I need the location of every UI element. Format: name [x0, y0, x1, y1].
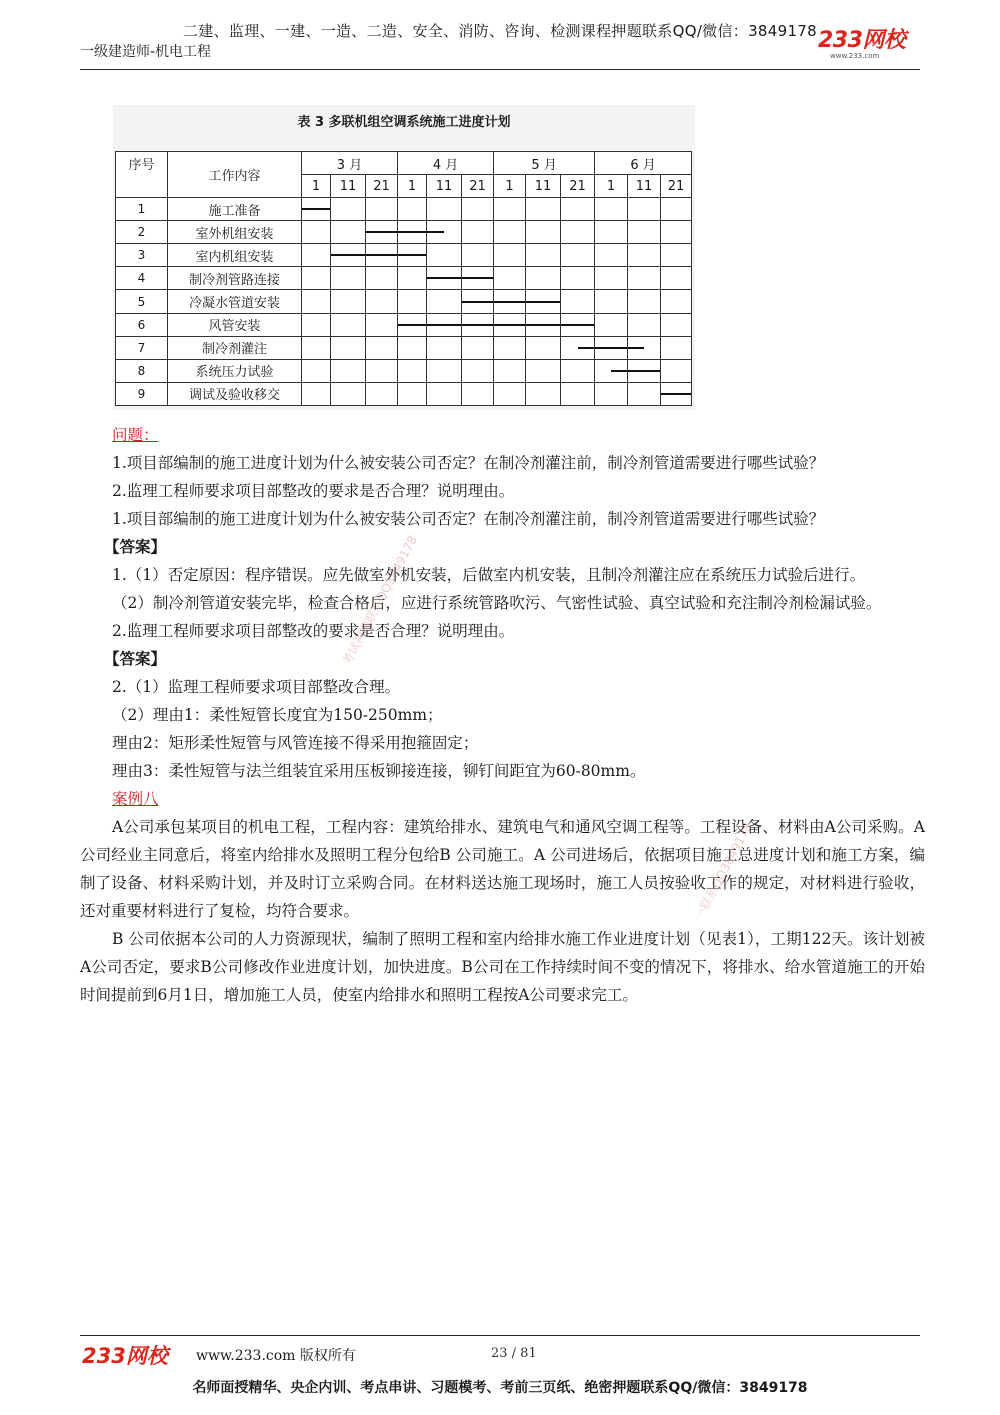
schedule-row — [116, 221, 692, 244]
footer-promo: 名师面授精华、央企内训、考点串讲、习题模考、考前三页纸、绝密押题联系QQ/微信：3849178 — [192, 1380, 808, 1396]
day-header: 11 — [427, 175, 462, 198]
header-no: 序号 — [116, 152, 168, 198]
header-divider — [80, 69, 920, 70]
row-task: 室内机组安装 — [168, 244, 302, 267]
time-cell — [628, 336, 661, 359]
time-cell — [366, 221, 398, 244]
time-cell — [462, 382, 494, 405]
schedule-bar — [398, 324, 426, 326]
schedule-row — [116, 198, 692, 221]
table-caption: 表 3 多联机组空调系统施工进度计划 — [297, 115, 511, 130]
question-1: 1.项目部编制的施工进度计划为什么被安装公司否定？在制冷剂灌注前，制冷剂管道需要进行哪些试验？ — [112, 454, 825, 472]
time-cell — [302, 198, 331, 221]
schedule-bar — [628, 370, 660, 372]
schedule-table — [115, 151, 692, 406]
time-cell — [398, 221, 427, 244]
time-cell — [595, 313, 628, 336]
time-cell — [561, 290, 595, 313]
footer-logo: 233网校 — [82, 1344, 168, 1368]
time-cell — [366, 290, 398, 313]
row-task: 风管安装 — [168, 313, 302, 336]
time-cell — [628, 290, 661, 313]
time-cell — [331, 359, 366, 382]
schedule-bar — [366, 254, 397, 256]
answer-1-part-1: 1.（1）否定原因：程序错误。应先做室外机安装，后做室内机安装，且制冷剂灌注应在系统压力试验后进行。 — [112, 566, 866, 584]
day-header: 21 — [366, 175, 398, 198]
question-2: 2.监理工程师要求项目部整改的要求是否合理？说明理由。 — [112, 482, 515, 500]
row-task: 系统压力试验 — [168, 359, 302, 382]
time-cell — [661, 382, 692, 405]
schedule-bar — [526, 301, 560, 303]
schedule-bar — [398, 231, 426, 233]
time-cell — [302, 221, 331, 244]
watermark-2: 一联系QQ3849178 — [691, 820, 755, 923]
row-number: 4 — [116, 267, 168, 290]
day-header: 11 — [628, 175, 661, 198]
row-number: 1 — [116, 198, 168, 221]
time-cell — [494, 221, 526, 244]
schedule-row — [116, 313, 692, 336]
time-cell — [302, 267, 331, 290]
row-task: 调试及验收移交 — [168, 382, 302, 405]
time-cell — [398, 267, 427, 290]
time-cell — [595, 359, 628, 382]
schedule-bar — [462, 324, 493, 326]
time-cell — [494, 244, 526, 267]
time-cell — [366, 267, 398, 290]
time-cell — [462, 244, 494, 267]
row-number: 3 — [116, 244, 168, 267]
time-cell — [595, 382, 628, 405]
time-cell — [462, 313, 494, 336]
case-heading: 案例八 — [112, 790, 159, 808]
day-header: 21 — [462, 175, 494, 198]
row-task: 制冷剂管路连接 — [168, 267, 302, 290]
time-cell — [366, 198, 398, 221]
time-cell — [427, 244, 462, 267]
time-cell — [366, 313, 398, 336]
time-cell — [494, 359, 526, 382]
time-cell — [462, 290, 494, 313]
questions-heading: 问题： — [112, 426, 159, 444]
day-header: 1 — [595, 175, 628, 198]
time-cell — [398, 382, 427, 405]
day-header: 1 — [398, 175, 427, 198]
time-cell — [661, 336, 692, 359]
time-cell — [628, 221, 661, 244]
header-month-3: 3 月 — [302, 152, 398, 175]
day-header: 11 — [331, 175, 366, 198]
time-cell — [661, 244, 692, 267]
time-cell — [561, 267, 595, 290]
time-cell — [398, 198, 427, 221]
answer-2-part-3: 理由2：矩形柔性短管与风管连接不得采用抱箍固定； — [112, 734, 479, 752]
answer-2-part-4: 理由3：柔性短管与法兰组装宜采用压板铆接连接，铆钉间距宜为60-80mm。 — [112, 762, 646, 780]
answer-2-part-2: （2）理由1：柔性短管长度宜为150-250mm； — [112, 706, 443, 724]
time-cell — [427, 198, 462, 221]
time-cell — [595, 267, 628, 290]
time-cell — [331, 244, 366, 267]
time-cell — [661, 221, 692, 244]
time-cell — [661, 313, 692, 336]
time-cell — [427, 336, 462, 359]
time-cell — [366, 336, 398, 359]
page-number: 23 / 81 — [491, 1346, 537, 1361]
time-cell — [462, 267, 494, 290]
time-cell — [302, 336, 331, 359]
footer-divider — [80, 1335, 920, 1336]
schedule-row — [116, 336, 692, 359]
time-cell — [366, 244, 398, 267]
schedule-bar — [427, 277, 461, 279]
time-cell — [398, 359, 427, 382]
schedule-row — [116, 267, 692, 290]
time-cell — [561, 359, 595, 382]
time-cell — [561, 221, 595, 244]
table-header-row — [116, 152, 692, 175]
time-cell — [302, 313, 331, 336]
header-task: 工作内容 — [168, 152, 302, 198]
time-cell — [494, 382, 526, 405]
time-cell — [628, 313, 661, 336]
time-cell — [561, 336, 595, 359]
schedule-row — [116, 359, 692, 382]
question-1-repeat: 1.项目部编制的施工进度计划为什么被安装公司否定？在制冷剂灌注前，制冷剂管道需要进行哪些试验？ — [112, 510, 825, 528]
time-cell — [628, 382, 661, 405]
schedule-bar — [595, 347, 627, 349]
schedule-bar — [494, 324, 525, 326]
schedule-bar — [462, 277, 493, 279]
schedule-row — [116, 290, 692, 313]
time-cell — [462, 359, 494, 382]
schedule-bar — [611, 370, 627, 372]
day-header: 1 — [302, 175, 331, 198]
time-cell — [494, 198, 526, 221]
row-task: 室外机组安装 — [168, 221, 302, 244]
time-cell — [366, 382, 398, 405]
row-task: 冷凝水管道安装 — [168, 290, 302, 313]
time-cell — [526, 336, 561, 359]
schedule-bar — [427, 324, 461, 326]
time-cell — [398, 313, 427, 336]
time-cell — [526, 313, 561, 336]
time-cell — [398, 336, 427, 359]
time-cell — [462, 336, 494, 359]
time-cell — [494, 336, 526, 359]
schedule-bar — [526, 324, 560, 326]
time-cell — [661, 359, 692, 382]
time-cell — [398, 244, 427, 267]
answer-2-part-1: 2.（1）监理工程师要求项目部整改合理。 — [112, 678, 401, 696]
schedule-bar — [494, 301, 525, 303]
schedule-row — [116, 244, 692, 267]
header-banner: 二建、监理、一建、一造、二造、安全、消防、咨询、检测课程押题联系QQ/微信：3849178 — [183, 22, 817, 40]
time-cell — [331, 198, 366, 221]
schedule-row — [116, 382, 692, 405]
time-cell — [561, 382, 595, 405]
schedule-bar — [427, 231, 444, 233]
row-task: 施工准备 — [168, 198, 302, 221]
schedule-bar — [578, 347, 595, 349]
footer-copyright: www.233.com 版权所有 — [196, 1348, 356, 1364]
time-cell — [427, 359, 462, 382]
time-cell — [302, 244, 331, 267]
time-cell — [595, 290, 628, 313]
time-cell — [526, 359, 561, 382]
document-body — [80, 421, 925, 1009]
time-cell — [526, 198, 561, 221]
answer-label-2: 【答案】 — [104, 649, 167, 668]
schedule-table-figure — [113, 105, 695, 410]
time-cell — [427, 313, 462, 336]
day-header: 1 — [494, 175, 526, 198]
time-cell — [526, 244, 561, 267]
header-month-5: 5 月 — [494, 152, 595, 175]
time-cell — [494, 290, 526, 313]
watermark-1: 考试押题联系QQ3849178 — [339, 533, 420, 668]
answer-label: 【答案】 — [104, 537, 167, 556]
schedule-bar — [398, 254, 426, 256]
time-cell — [398, 290, 427, 313]
schedule-bar — [302, 208, 330, 210]
row-number: 7 — [116, 336, 168, 359]
time-cell — [595, 336, 628, 359]
header-logo-url: www.233.com — [830, 52, 880, 60]
time-cell — [331, 336, 366, 359]
time-cell — [526, 267, 561, 290]
time-cell — [628, 244, 661, 267]
day-header: 21 — [561, 175, 595, 198]
time-cell — [628, 198, 661, 221]
case-paragraph-1: A公司承包某项目的机电工程，工程内容：建筑给排水、建筑电气和通风空调工程等。工程设备、材料由A公司采购。A公司经业主同意后，将室内给排水及照明工程分包给B 公司施工。A 公司进场后，依据项目施工总进度计划和施工方案，编制了设备、材料采购计划，并及时订立采购合同。在材料送达施工现场时，施工人员按验收工作的规定，对材料进行验收，还对重要材料进行了复检，均符合要求。 — [80, 818, 925, 920]
time-cell — [595, 221, 628, 244]
schedule-bar — [628, 347, 644, 349]
header-month-4: 4 月 — [398, 152, 494, 175]
day-header: 21 — [661, 175, 692, 198]
header-month-6: 6 月 — [595, 152, 692, 175]
time-cell — [595, 244, 628, 267]
header-logo — [818, 30, 928, 66]
row-number: 9 — [116, 382, 168, 405]
time-cell — [561, 313, 595, 336]
time-cell — [526, 221, 561, 244]
schedule-bar — [366, 231, 397, 233]
time-cell — [331, 382, 366, 405]
header-logo-text: 233网校 — [818, 28, 906, 53]
time-cell — [661, 267, 692, 290]
time-cell — [561, 198, 595, 221]
time-cell — [331, 267, 366, 290]
time-cell — [427, 267, 462, 290]
day-header: 11 — [526, 175, 561, 198]
time-cell — [526, 290, 561, 313]
row-task: 制冷剂灌注 — [168, 336, 302, 359]
schedule-bar — [462, 301, 493, 303]
time-cell — [494, 267, 526, 290]
row-number: 8 — [116, 359, 168, 382]
header-subtitle: 一级建造师-机电工程 — [80, 44, 212, 60]
time-cell — [561, 244, 595, 267]
schedule-bar — [561, 324, 594, 326]
time-cell — [427, 221, 462, 244]
row-number: 6 — [116, 313, 168, 336]
answer-1-part-2: （2）制冷剂管道安装完毕，检查合格后，应进行系统管路吹污、气密性试验、真空试验和充注制冷剂检漏试验。 — [112, 594, 882, 612]
time-cell — [302, 382, 331, 405]
time-cell — [595, 198, 628, 221]
case-paragraph-2: B 公司依据本公司的人力资源现状，编制了照明工程和室内给排水施工作业进度计划（见表1），工期122天。该计划被A公司否定，要求B公司修改作业进度计划，加快进度。B公司在工作持续时间不变的情况下，将排水、给水管道施工的开始时间提前到6月1日，增加施工人员，使室内给排水和照明工程按A公司要求完工。 — [80, 930, 925, 1004]
question-2-repeat: 2.监理工程师要求项目部整改的要求是否合理？说明理由。 — [112, 622, 515, 640]
time-cell — [628, 359, 661, 382]
time-cell — [331, 313, 366, 336]
time-cell — [427, 290, 462, 313]
time-cell — [302, 359, 331, 382]
time-cell — [526, 382, 561, 405]
row-number: 5 — [116, 290, 168, 313]
time-cell — [661, 290, 692, 313]
time-cell — [427, 382, 462, 405]
time-cell — [462, 198, 494, 221]
row-number: 2 — [116, 221, 168, 244]
time-cell — [302, 290, 331, 313]
time-cell — [331, 290, 366, 313]
time-cell — [661, 198, 692, 221]
time-cell — [462, 221, 494, 244]
time-cell — [331, 221, 366, 244]
schedule-bar — [661, 393, 691, 395]
time-cell — [494, 313, 526, 336]
time-cell — [628, 267, 661, 290]
schedule-bar — [331, 254, 365, 256]
time-cell — [366, 359, 398, 382]
